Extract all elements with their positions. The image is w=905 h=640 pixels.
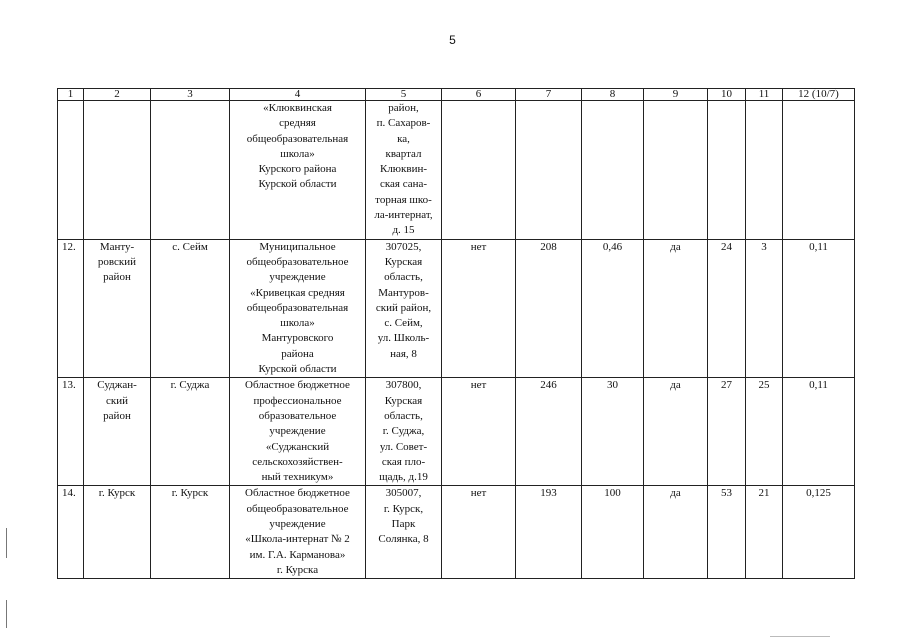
cell-text-line: им. Г.А. Карманова»	[249, 548, 346, 561]
address-cell	[366, 486, 442, 579]
column-header: 1	[58, 89, 84, 101]
cell-text-line: г. Суджа,	[382, 425, 425, 438]
column-header: 11	[746, 89, 783, 101]
cell-text-line: Манту-	[99, 240, 135, 253]
district-cell	[84, 239, 151, 378]
district-cell	[84, 378, 151, 486]
cell-text-line: г. Курск	[98, 487, 136, 500]
institution-cell	[230, 378, 366, 486]
cell-text-line: учреждение	[269, 518, 326, 531]
data-table	[57, 88, 855, 579]
cell-text-line: ская пло-	[381, 455, 426, 468]
cell-text-line: образовательное	[258, 409, 337, 422]
cell-text-line: г. Суджа	[170, 379, 210, 392]
cell-text-line: средняя	[279, 117, 316, 130]
cell-text-line: Курская	[384, 394, 423, 407]
cell-text-line: Муниципальное	[259, 240, 336, 253]
cell-text-line: ная, 8	[390, 347, 417, 360]
column-header: 9	[644, 89, 708, 101]
col9-cell: да	[644, 486, 708, 579]
cell-text-line: Областное бюджетное	[245, 379, 350, 392]
cell-text-line: школа»	[280, 317, 315, 330]
column-header: 7	[516, 89, 582, 101]
col6-cell: нет	[442, 378, 516, 486]
scan-artifact	[6, 600, 7, 628]
address-cell	[366, 378, 442, 486]
col11-cell: 21	[746, 486, 783, 579]
cell-text-line: сельскохозяйствен-	[252, 455, 343, 468]
cell-text-line: общеобразовательное	[246, 502, 349, 515]
column-header: 6	[442, 89, 516, 101]
cell-text-line: ровский	[97, 255, 137, 268]
col8-cell: 0,46	[582, 239, 644, 378]
institution-cell	[230, 101, 366, 240]
cell-text-line: ский район,	[375, 301, 432, 314]
scan-artifact	[770, 636, 830, 637]
col9-cell: да	[644, 239, 708, 378]
cell-text-line: щадь, д.19	[379, 471, 428, 484]
cell-text-line: общеобразовательное	[246, 255, 349, 268]
cell-text-line: торная шко-	[375, 193, 432, 206]
row-number-cell: 13.	[58, 378, 84, 486]
cell-text-line: с. Сейм,	[384, 317, 423, 330]
column-header: 5	[366, 89, 442, 101]
settlement-cell	[151, 378, 230, 486]
col11-cell: 25	[746, 378, 783, 486]
col9-cell: да	[644, 378, 708, 486]
col10-cell: 24	[708, 239, 746, 378]
cell-text-line: г. Курска	[276, 563, 319, 576]
col12-cell	[783, 101, 855, 240]
col7-cell: 193	[516, 486, 582, 579]
col12-cell: 0,11	[783, 239, 855, 378]
cell-text-line: ский	[106, 394, 128, 407]
cell-text-line: «Клюквинская	[263, 102, 332, 114]
col9-cell	[644, 101, 708, 240]
district-cell	[84, 486, 151, 579]
cell-text-line: ла-интернат,	[374, 209, 433, 222]
address-cell	[366, 239, 442, 378]
col7-cell: 246	[516, 378, 582, 486]
cell-text-line: область,	[384, 409, 423, 422]
cell-text-line: ка,	[397, 132, 410, 145]
cell-text-line: школа»	[280, 147, 315, 160]
cell-text-line: «Кривецкая средняя	[250, 286, 345, 299]
cell-text-line: общеобразовательная	[246, 132, 349, 145]
cell-text-line: область,	[384, 271, 423, 284]
cell-text-line: квартал	[385, 147, 422, 160]
cell-text-line: ул. Школь-	[377, 332, 430, 345]
col12-cell: 0,11	[783, 378, 855, 486]
cell-text-line: 305007,	[385, 487, 422, 500]
column-header: 2	[84, 89, 151, 101]
row-number-cell	[58, 101, 84, 240]
table-row	[58, 239, 855, 378]
cell-text-line: Курской области	[258, 363, 337, 376]
col12-cell: 0,125	[783, 486, 855, 579]
col6-cell: нет	[442, 239, 516, 378]
col11-cell	[746, 101, 783, 240]
cell-text-line: учреждение	[269, 425, 326, 438]
table-row	[58, 486, 855, 579]
cell-text-line: Солянка, 8	[378, 533, 429, 546]
cell-text-line: Клюквин-	[379, 163, 428, 176]
cell-text-line: Курского района	[258, 163, 337, 176]
settlement-cell	[151, 101, 230, 240]
cell-text-line: Мантуров-	[378, 286, 429, 299]
cell-text-line: п. Сахаров-	[376, 117, 431, 130]
settlement-cell	[151, 239, 230, 378]
column-number-row	[58, 89, 855, 101]
col10-cell: 53	[708, 486, 746, 579]
cell-text-line: Курской области	[258, 178, 337, 191]
cell-text-line: «Суджанский	[265, 440, 330, 453]
cell-text-line: г. Курск,	[383, 502, 424, 515]
district-cell	[84, 101, 151, 240]
cell-text-line: район	[103, 409, 131, 422]
row-number-cell: 12.	[58, 239, 84, 378]
col6-cell: нет	[442, 486, 516, 579]
col7-cell	[516, 101, 582, 240]
cell-text-line: Областное бюджетное	[245, 487, 350, 500]
page-number: 5	[449, 33, 456, 47]
cell-text-line: Мантуровского	[261, 332, 334, 345]
settlement-cell	[151, 486, 230, 579]
cell-text-line: района	[281, 347, 314, 360]
cell-text-line: 307800,	[385, 379, 422, 392]
row-number-cell: 14.	[58, 486, 84, 579]
cell-text-line: с. Сейм	[172, 240, 208, 253]
cell-text-line: Курская	[384, 255, 423, 268]
cell-text-line: ская сана-	[379, 178, 428, 191]
cell-text-line: ул. Совет-	[379, 440, 428, 453]
institution-cell	[230, 486, 366, 579]
column-header: 12 (10/7)	[783, 89, 855, 101]
cell-text-line: район,	[388, 102, 419, 114]
cell-text-line: общеобразовательная	[246, 301, 349, 314]
column-header: 4	[230, 89, 366, 101]
column-header: 10	[708, 89, 746, 101]
cell-text-line: д. 15	[392, 224, 415, 237]
column-header: 3	[151, 89, 230, 101]
cell-text-line: профессиональное	[253, 394, 342, 407]
cell-text-line: ный техникум»	[261, 471, 334, 484]
cell-text-line: «Школа-интернат № 2	[245, 533, 350, 546]
cell-text-line: район	[103, 271, 131, 284]
scan-artifact	[6, 528, 7, 558]
col10-cell	[708, 101, 746, 240]
table-row	[58, 378, 855, 486]
cell-text-line: Суджан-	[97, 379, 137, 392]
col8-cell: 100	[582, 486, 644, 579]
col6-cell	[442, 101, 516, 240]
col8-cell	[582, 101, 644, 240]
col11-cell: 3	[746, 239, 783, 378]
cell-text-line: г. Курск	[171, 487, 209, 500]
institution-cell	[230, 239, 366, 378]
col8-cell: 30	[582, 378, 644, 486]
column-header: 8	[582, 89, 644, 101]
table-row	[58, 101, 855, 240]
cell-text-line: 307025,	[385, 240, 422, 253]
address-cell	[366, 101, 442, 240]
cell-text-line: Парк	[391, 518, 416, 531]
col7-cell: 208	[516, 239, 582, 378]
col10-cell: 27	[708, 378, 746, 486]
cell-text-line: учреждение	[269, 271, 326, 284]
